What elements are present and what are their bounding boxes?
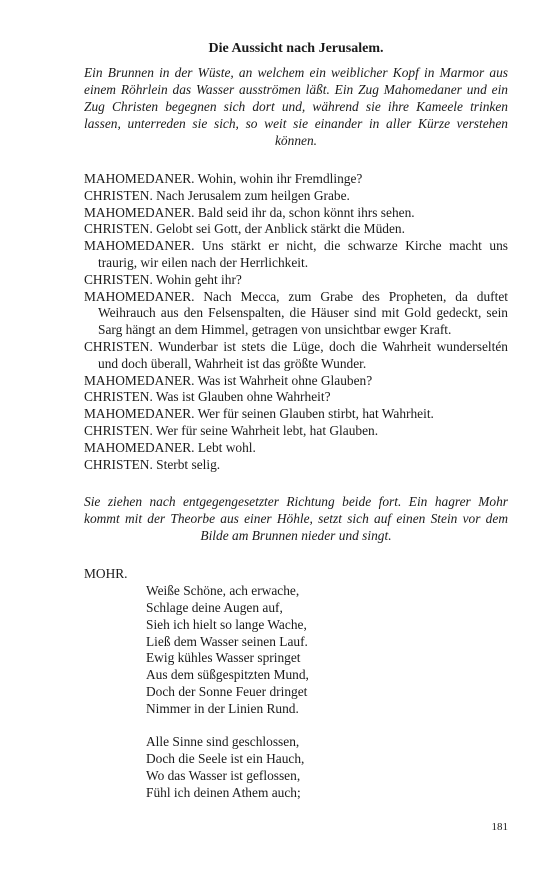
- verse-line: Schlage deine Augen auf,: [146, 599, 283, 615]
- verse-line: Nimmer in der Linien Rund.: [146, 700, 299, 716]
- dialogue-line: MAHOMEDANER. Lebt wohl.: [84, 439, 256, 455]
- dialogue-line: CHRISTEN. Was ist Glauben ohne Wahrheit?: [84, 389, 331, 405]
- stage-direction-moor: Sie ziehen nach entgegengesetzter Richtung beide fort. Ein hagrer Mohr kommt mit der Theorbe aus einer Höhle, setzt sich auf einen Stein vor dem Bilde am Brunnen nieder und singt.: [84, 494, 508, 544]
- dialogue-line: MAHOMEDANER. Nach Mecca, zum Grabe des Propheten, da duftet Weihrauch aus den Felsenspalten, die Häuser sind mit Gold gedeckt, sein Sarg hängt an dem Himmel, getragen von unsichtbar ewger Kraft.: [84, 288, 508, 338]
- verse-line: Doch der Sonne Feuer dringet: [146, 683, 308, 699]
- verse-line: Ewig kühles Wasser springet: [146, 650, 301, 666]
- dialogue-line: MAHOMEDANER. Was ist Wahrheit ohne Glauben?: [84, 372, 373, 388]
- verse-line: Alle Sinne sind geschlossen,: [146, 734, 300, 750]
- dialogue: [84, 171, 508, 473]
- verse-line: Doch die Seele ist ein Hauch,: [146, 751, 305, 767]
- dialogue-line: CHRISTEN. Nach Jerusalem zum heilgen Grabe.: [84, 187, 350, 203]
- song-verse: [146, 583, 508, 801]
- verse-line: Fühl ich deinen Athem auch;: [146, 784, 301, 800]
- page-number: 181: [491, 821, 508, 833]
- dialogue-line: CHRISTEN. Sterbt selig.: [84, 456, 221, 472]
- verse-line: Aus dem süßgespitzten Mund,: [146, 667, 309, 683]
- dialogue-line: MAHOMEDANER. Uns stärkt er nicht, die schwarze Kirche macht uns traurig, wir eilen nach der Herrlichkeit.: [84, 238, 508, 270]
- dialogue-line: CHRISTEN. Wer für seine Wahrheit lebt, hat Glauben.: [84, 422, 379, 438]
- stanza: [146, 734, 508, 801]
- page-title: Die Aussicht nach Jerusalem.: [208, 41, 384, 56]
- page-body: [84, 40, 508, 802]
- dialogue-line: CHRISTEN. Wohin geht ihr?: [84, 271, 242, 287]
- speaker-label: MOHR.: [84, 566, 128, 582]
- verse-line: Wo das Wasser ist geflossen,: [146, 767, 301, 783]
- dialogue-line: MAHOMEDANER. Wer für seinen Glauben stirbt, hat Wahrheit.: [84, 406, 434, 422]
- stage-direction-opening: Ein Brunnen in der Wüste, an welchem ein weiblicher Kopf in Marmor aus einem Röhrlein das Wasser ausströmen läßt. Ein Zug Mahomedaner und ein Zug Christen begegnen sich dort und, während sie ihre Kameele trinken lassen, unterreden sie sich, so weit sie einander in aller Kürze verstehen können.: [84, 65, 508, 148]
- verse-line: Sieh ich hielt so lange Wache,: [146, 616, 307, 632]
- dialogue-line: CHRISTEN. Wunderbar ist stets die Lüge, doch die Wahrheit wunderseltén und doch überall, Wahrheit ist das größte Wunder.: [84, 338, 508, 371]
- stanza: [146, 583, 508, 717]
- dialogue-line: MAHOMEDANER. Bald seid ihr da, schon könnt ihrs sehen.: [84, 204, 415, 220]
- dialogue-line: MAHOMEDANER. Wohin, wohin ihr Fremdlinge?: [84, 171, 363, 186]
- verse-line: Ließ dem Wasser seinen Lauf.: [146, 633, 308, 649]
- verse-line: Weiße Schöne, ach erwache,: [146, 583, 300, 599]
- dialogue-line: CHRISTEN. Gelobt sei Gott, der Anblick stärkt die Müden.: [84, 221, 405, 237]
